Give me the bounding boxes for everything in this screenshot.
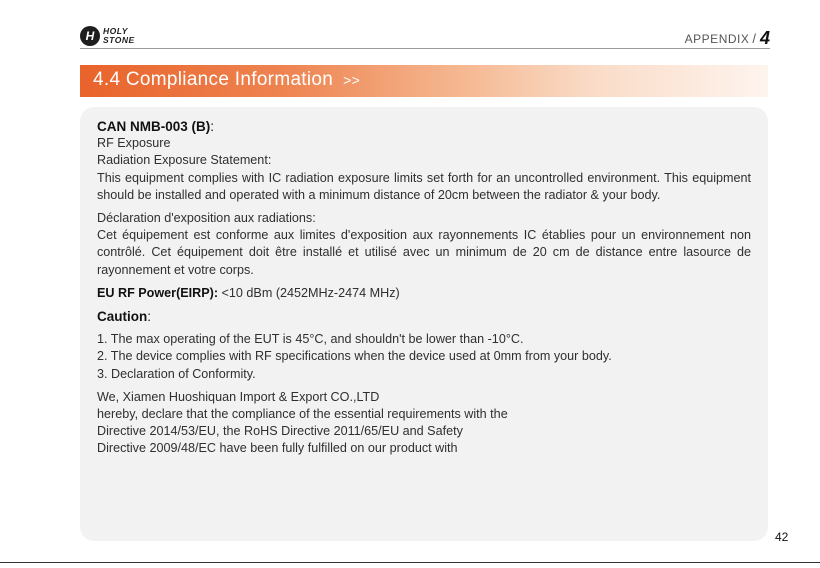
french-heading: Déclaration d'exposition aux radiations: bbox=[97, 211, 316, 226]
appendix-label: APPENDIX bbox=[684, 31, 750, 46]
chevron-double-right-icon: >> bbox=[343, 72, 361, 88]
can-heading-suffix: : bbox=[210, 119, 215, 134]
page-number: 42 bbox=[775, 530, 789, 544]
footer-divider bbox=[0, 562, 820, 563]
content-card bbox=[80, 107, 768, 541]
caution-item: 3. Declaration of Conformity. bbox=[97, 366, 256, 381]
header-divider bbox=[80, 48, 770, 49]
appendix-separator: / bbox=[752, 31, 756, 46]
conformity-line: Directive 2009/48/EC have been fully fulfilled on our product with bbox=[97, 441, 458, 456]
caution-item: 1. The max operating of the EUT is 45°C, and shouldn't be lower than -10°C. bbox=[97, 332, 524, 347]
appendix-indicator bbox=[685, 28, 770, 49]
conformity-line: Directive 2014/53/EU, the RoHS Directive 2011/65/EU and Safety bbox=[97, 424, 463, 439]
radiation-statement-label: Radiation Exposure Statement: bbox=[97, 153, 272, 168]
page-header bbox=[80, 24, 770, 50]
holystone-logo-icon: H bbox=[80, 26, 100, 46]
rf-exposure-label: RF Exposure bbox=[97, 136, 171, 151]
eu-rf-power-label: EU RF Power(EIRP): bbox=[97, 285, 219, 300]
conformity-line: hereby, declare that the compliance of the essential requirements with the bbox=[97, 407, 508, 422]
statement-body: This equipment complies with IC radiation exposure limits set forth for an uncontrolled environment. This equipment should be installed and operated with a minimum distance of 20cm between the radiator & your body. bbox=[97, 170, 751, 202]
can-heading-text: CAN NMB-003 (B) bbox=[97, 119, 211, 134]
appendix-number: 4 bbox=[759, 28, 770, 48]
conformity-line: We, Xiamen Huoshiquan Import & Export CO.,LTD bbox=[97, 389, 380, 404]
eu-rf-power bbox=[97, 285, 751, 302]
can-heading bbox=[97, 118, 751, 135]
eu-rf-power-value: <10 dBm (2452MHz-2474 MHz) bbox=[218, 285, 400, 300]
logo-line-1: HOLY bbox=[103, 26, 128, 36]
logo-wordmark bbox=[103, 27, 135, 45]
compliance-content bbox=[97, 118, 751, 458]
section-title bbox=[93, 69, 360, 91]
caution-heading bbox=[97, 308, 751, 325]
caution-heading-text: Caution bbox=[97, 309, 148, 325]
french-body: Cet équipement est conforme aux limites d'exposition aux rayonnements IC établies pour un environnement non contrôlé. Cet équipement doit être installé et utilisé avec un minimum de 20 cm de distance entre lasource de rayonnement et votre corps. bbox=[97, 228, 751, 277]
section-title-bar bbox=[80, 65, 768, 97]
section-title-text: 4.4 Compliance Information bbox=[93, 69, 334, 90]
brand-logo bbox=[80, 26, 135, 46]
logo-line-2: STONE bbox=[103, 35, 135, 45]
caution-item: 2. The device complies with RF specifications when the device used at 0mm from your body. bbox=[97, 349, 612, 364]
caution-heading-suffix: : bbox=[147, 309, 152, 325]
